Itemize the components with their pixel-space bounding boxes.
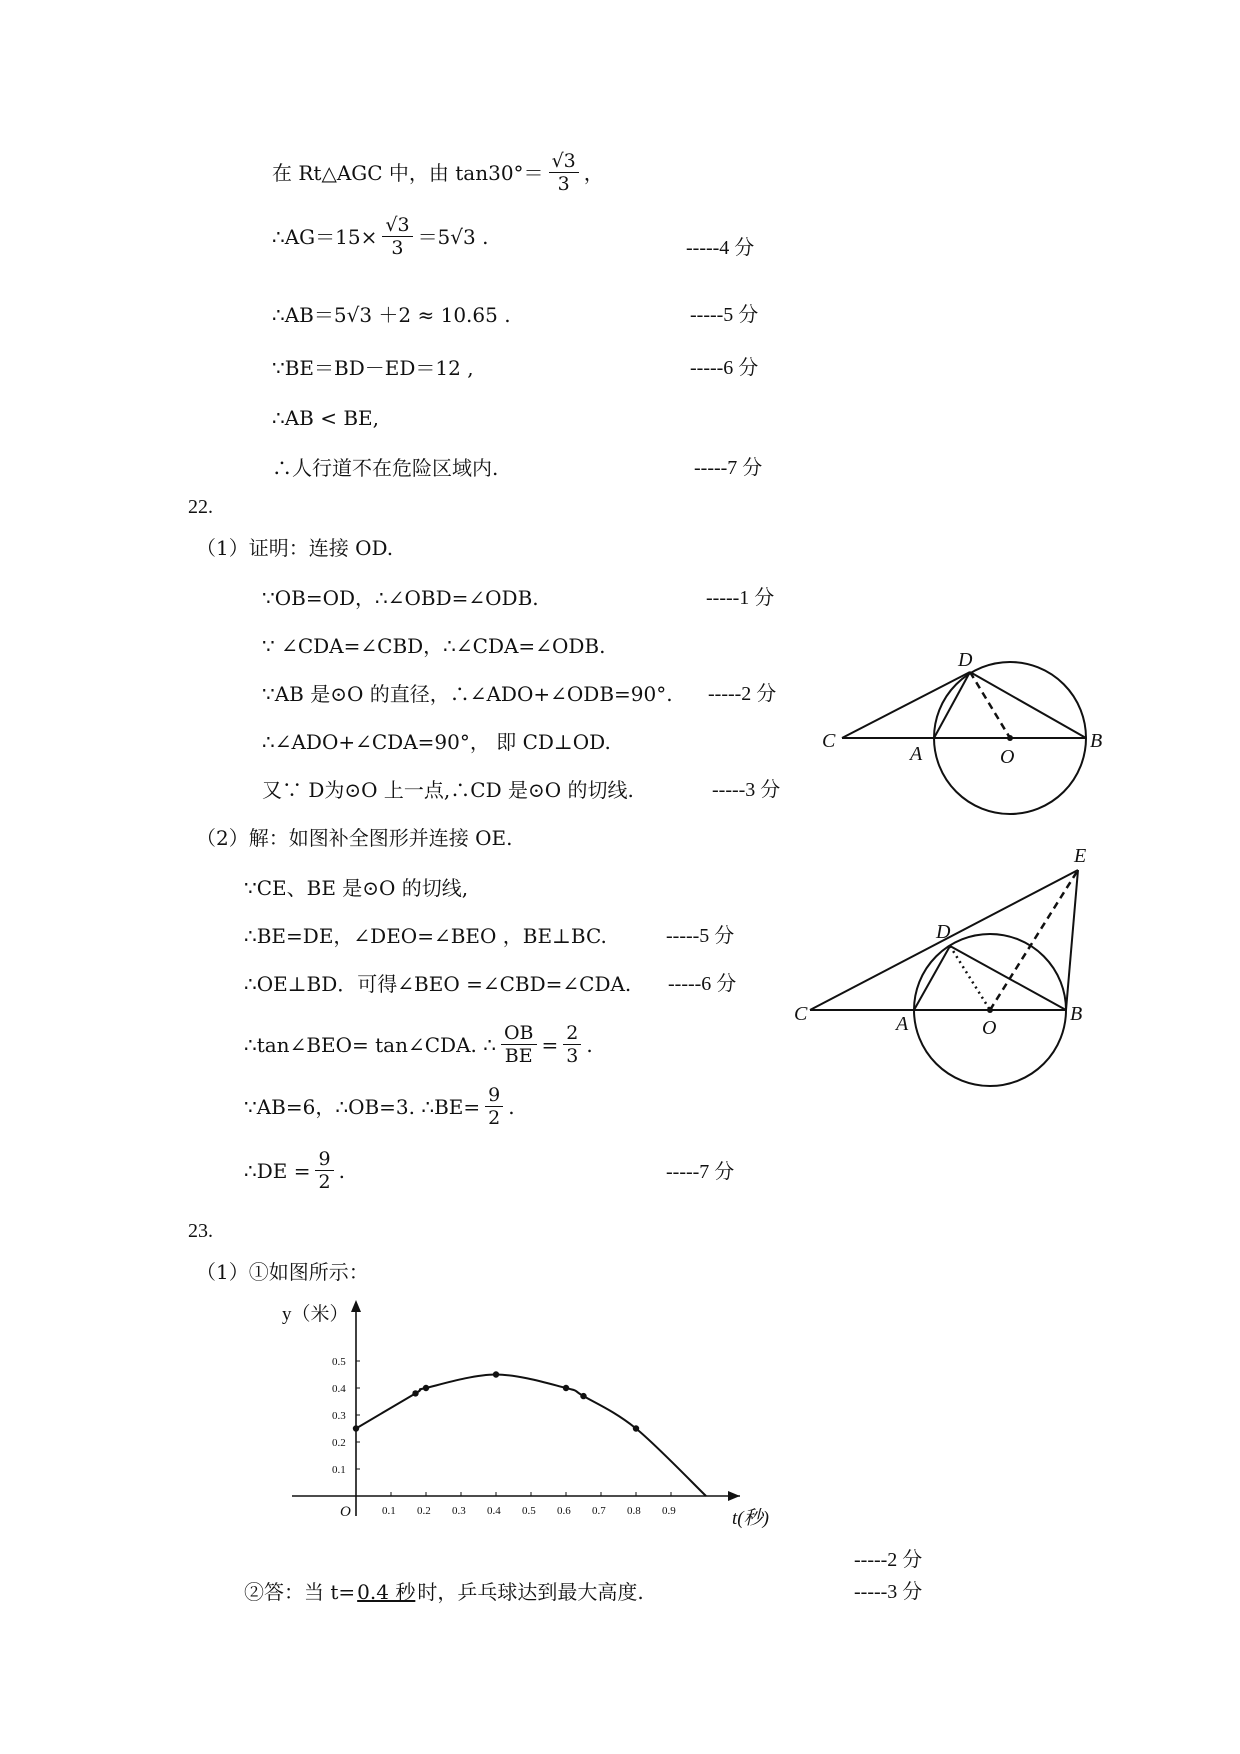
question-number-23: 23.	[188, 1220, 213, 1242]
p21-line-5: ∴AB < BE,	[272, 406, 379, 430]
q22-p2-line-3: ∴OE⊥BD．可得∠BEO =∠CBD=∠CDA.	[244, 972, 632, 996]
p21-line-6: ∴人行道不在危险区域内.	[272, 456, 499, 480]
fraction-sqrt3-over-3: $\frac{√3}{3}$	[382, 214, 412, 259]
q22-p2-line-4: ∴tan∠BEO= tan∠CDA. ∴ $\frac{OB}{BE}$ = $\frac{2}{3}$ .	[244, 1022, 593, 1067]
label-d: D	[936, 921, 951, 943]
q22-p2-line-2: ∴BE=DE，∠DEO=∠BEO ，BE⊥BC.	[244, 924, 607, 948]
fraction-9-over-2: $\frac{9}{2}$	[485, 1084, 503, 1129]
y-axis-arrow	[351, 1300, 361, 1312]
score-3c: -----3 分	[854, 1581, 923, 1603]
answer-value: 0.4 秒	[357, 1580, 416, 1604]
data-point	[423, 1385, 429, 1391]
line-do-dotted	[950, 946, 990, 1010]
x-tick-label: 0.8	[627, 1505, 641, 1517]
x-tick-label: 0.2	[417, 1505, 431, 1517]
label-d: D	[958, 649, 973, 671]
p21-line-3: ∴AB＝5√3 ＋2 ≈ 10.65 .	[272, 303, 511, 327]
data-point	[633, 1425, 639, 1431]
q22-p2-line-5: ∵AB=6，∴OB=3. ∴BE= $\frac{9}{2}$ .	[244, 1084, 515, 1129]
x-axis-label: t(秒)	[732, 1508, 769, 1529]
score-3: -----3 分	[712, 779, 781, 801]
data-point	[563, 1385, 569, 1391]
x-tick-label: 0.1	[382, 1505, 396, 1517]
line-oe-dashed	[990, 870, 1078, 1010]
q22-p1-line-5: 又∵ D为⊙O 上一点,∴CD 是⊙O 的切线.	[262, 778, 634, 802]
x-tick-label: 0.9	[662, 1505, 676, 1517]
label-a: A	[896, 1013, 909, 1035]
score-7: -----7 分	[694, 457, 763, 479]
line-do-dashed	[970, 672, 1010, 738]
q22-p1-line-3: ∵AB 是⊙O 的直径，∴∠ADO+∠ODB=90°.	[262, 682, 673, 706]
p21-line-2: ∴AG＝15× $\frac{√3}{3}$ ＝5√3 .	[272, 214, 489, 259]
line-cd	[842, 672, 970, 738]
line-be	[1066, 870, 1078, 1010]
score-5: -----5 分	[690, 304, 759, 326]
p21-line-1: 在 Rt△AGC 中，由 tan30°＝ $\frac{√3}{3}$ ，	[272, 150, 604, 195]
parabola-chart	[262, 1290, 782, 1530]
geometry-figure-1	[800, 630, 1130, 840]
data-point	[493, 1371, 499, 1377]
line-ad	[914, 946, 950, 1010]
score-5b: -----5 分	[666, 925, 735, 947]
data-point	[412, 1390, 418, 1396]
fraction-ob-over-be: $\frac{OB}{BE}$	[501, 1022, 537, 1067]
geometry-figure-2	[786, 840, 1116, 1100]
line-db	[950, 946, 1066, 1010]
score-2: -----2 分	[708, 683, 777, 705]
score-1: -----1 分	[706, 587, 775, 609]
q23-answer-line: ②答：当 t= 0.4 秒 时，乒乓球达到最大高度.	[244, 1580, 644, 1604]
point-o	[1007, 735, 1013, 741]
fraction-sqrt3-over-3: $\frac{√3}{3}$	[549, 150, 579, 195]
label-b: B	[1070, 1003, 1083, 1025]
q22-p1-line-2: ∵ ∠CDA=∠CBD，∴∠CDA=∠ODB.	[262, 634, 606, 658]
label-e: E	[1074, 845, 1087, 867]
data-point	[580, 1393, 586, 1399]
line-db	[970, 672, 1086, 738]
data-point	[353, 1425, 359, 1431]
x-tick-label: 0.7	[592, 1505, 606, 1517]
fraction-2-over-3: $\frac{2}{3}$	[563, 1022, 581, 1067]
label-o: O	[982, 1017, 997, 1039]
q22-p1-line-4: ∴∠ADO+∠CDA=90°， 即 CD⊥OD.	[262, 730, 611, 754]
y-tick-label: 0.1	[332, 1464, 346, 1476]
q22-p2-line-1: ∵CE、BE 是⊙O 的切线,	[244, 876, 469, 900]
q22-part2-heading: （2）解：如图补全图形并连接 OE.	[196, 826, 513, 850]
p21-line-4: ∵BE＝BD－ED＝12 ,	[272, 356, 474, 380]
label-b: B	[1090, 730, 1103, 752]
p21-text-1: 在 Rt△AGC 中，由 tan30°＝	[272, 160, 544, 185]
q23-part1-heading: （1）①如图所示：	[196, 1260, 369, 1284]
question-number-22: 22.	[188, 496, 213, 518]
point-o	[987, 1007, 993, 1013]
score-6b: -----6 分	[668, 973, 737, 995]
q22-p2-line-6: ∴DE = $\frac{9}{2}$ .	[244, 1148, 345, 1193]
score-7b: -----7 分	[666, 1161, 735, 1183]
x-tick-label: 0.6	[557, 1505, 571, 1517]
label-a: A	[910, 743, 923, 765]
origin-label: O	[340, 1504, 351, 1520]
x-tick-label: 0.5	[522, 1505, 536, 1517]
x-tick-label: 0.3	[452, 1505, 466, 1517]
score-2c: -----2 分	[854, 1549, 923, 1571]
x-axis-arrow	[728, 1491, 740, 1501]
score-4: -----4 分	[686, 237, 755, 259]
y-tick-label: 0.3	[332, 1410, 346, 1422]
y-tick-label: 0.5	[332, 1356, 346, 1368]
y-axis-label: y（米）	[282, 1304, 349, 1325]
trajectory-curve	[356, 1375, 706, 1497]
fraction-9-over-2: $\frac{9}{2}$	[315, 1148, 333, 1193]
y-tick-label: 0.2	[332, 1437, 346, 1449]
x-tick-label: 0.4	[487, 1505, 501, 1517]
y-tick-label: 0.4	[332, 1383, 346, 1395]
q22-part1-heading: （1）证明：连接 OD.	[196, 536, 394, 560]
label-c: C	[822, 730, 836, 752]
score-6: -----6 分	[690, 357, 759, 379]
label-c: C	[794, 1003, 808, 1025]
label-o: O	[1000, 746, 1015, 768]
q22-p1-line-1: ∵OB=OD，∴∠OBD=∠ODB.	[262, 586, 539, 610]
